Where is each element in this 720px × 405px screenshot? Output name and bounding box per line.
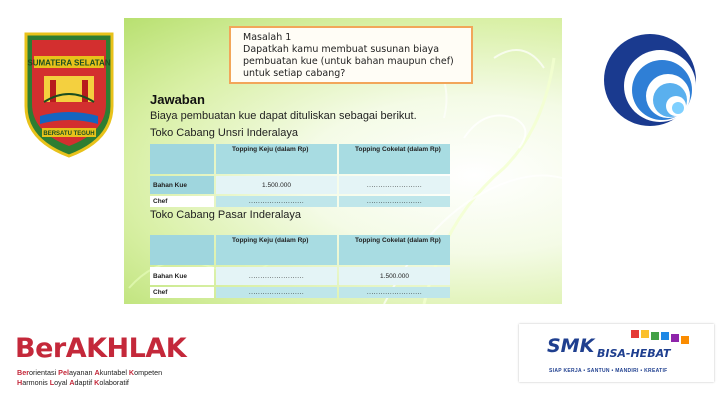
cost-table-unsri xyxy=(148,142,452,209)
table2-row1-label: Bahan Kue xyxy=(150,267,214,285)
berakhlak-logo xyxy=(15,323,215,393)
table1-heading: Toko Cabang Unsri Inderalaya xyxy=(150,127,298,139)
table2-row1-cokelat: 1.500.000 xyxy=(339,267,450,285)
table2-row2-keju: ........................ xyxy=(216,287,337,298)
table2-corner-cell xyxy=(150,235,214,265)
table2-header-cokelat: Topping Cokelat (dalam Rp) xyxy=(339,235,450,265)
problem-note-box xyxy=(229,26,473,84)
table1-row2-label: Chef xyxy=(150,196,214,207)
note-line-3: pembuatan kue (untuk bahan maupun chef) xyxy=(243,56,454,67)
smk-wordmark: SMK xyxy=(547,335,595,357)
answer-title: Jawaban xyxy=(150,92,205,107)
table1-row1-cokelat: ........................ xyxy=(339,176,450,194)
table2-heading: Toko Cabang Pasar Inderalaya xyxy=(150,209,302,221)
answer-intro: Biaya pembuatan kue dapat dituliskan sebagai berikut. xyxy=(150,110,417,122)
table1-row2-keju: ........................ xyxy=(216,196,337,207)
smk-bisa-hebat-logo xyxy=(519,324,714,382)
berakhlak-wordmark: BerAKHLAK xyxy=(15,333,187,364)
table1-header-cokelat: Topping Cokelat (dalam Rp) xyxy=(339,144,450,174)
emblem-bottom-text: BERSATU TEGUH xyxy=(43,131,95,137)
table1-corner-cell xyxy=(150,144,214,174)
table2-row1-keju: ........................ xyxy=(216,267,337,285)
smk-tagline: SIAP KERJA • SANTUN • MANDIRI • KREATIF xyxy=(549,368,668,374)
kominfo-logo xyxy=(598,22,698,140)
note-line-1: Masalah 1 xyxy=(243,32,292,43)
emblem-top-text: SUMATERA SELATAN xyxy=(27,58,111,68)
berakhlak-tagline-2: Harmonis Loyal Adaptif Kolaboratif xyxy=(17,378,129,387)
sumatera-selatan-emblem xyxy=(20,28,118,160)
smk-subtitle: BISA-HEBAT xyxy=(597,347,671,360)
table2-header-keju: Topping Keju (dalam Rp) xyxy=(216,235,337,265)
berakhlak-tagline-1: Berorientasi Pelayanan Akuntabel Kompeten xyxy=(17,368,163,377)
note-line-2: Dapatkah kamu membuat susunan biaya xyxy=(243,44,440,55)
table2-row2-label: Chef xyxy=(150,287,214,298)
table1-row2-cokelat: ........................ xyxy=(339,196,450,207)
table1-row1-label: Bahan Kue xyxy=(150,176,214,194)
table1-row1-keju: 1.500.000 xyxy=(216,176,337,194)
table1-header-keju: Topping Keju (dalam Rp) xyxy=(216,144,337,174)
table2-row2-cokelat: ........................ xyxy=(339,287,450,298)
note-line-4: untuk setiap cabang? xyxy=(243,68,346,79)
cost-table-pasar xyxy=(148,233,452,300)
